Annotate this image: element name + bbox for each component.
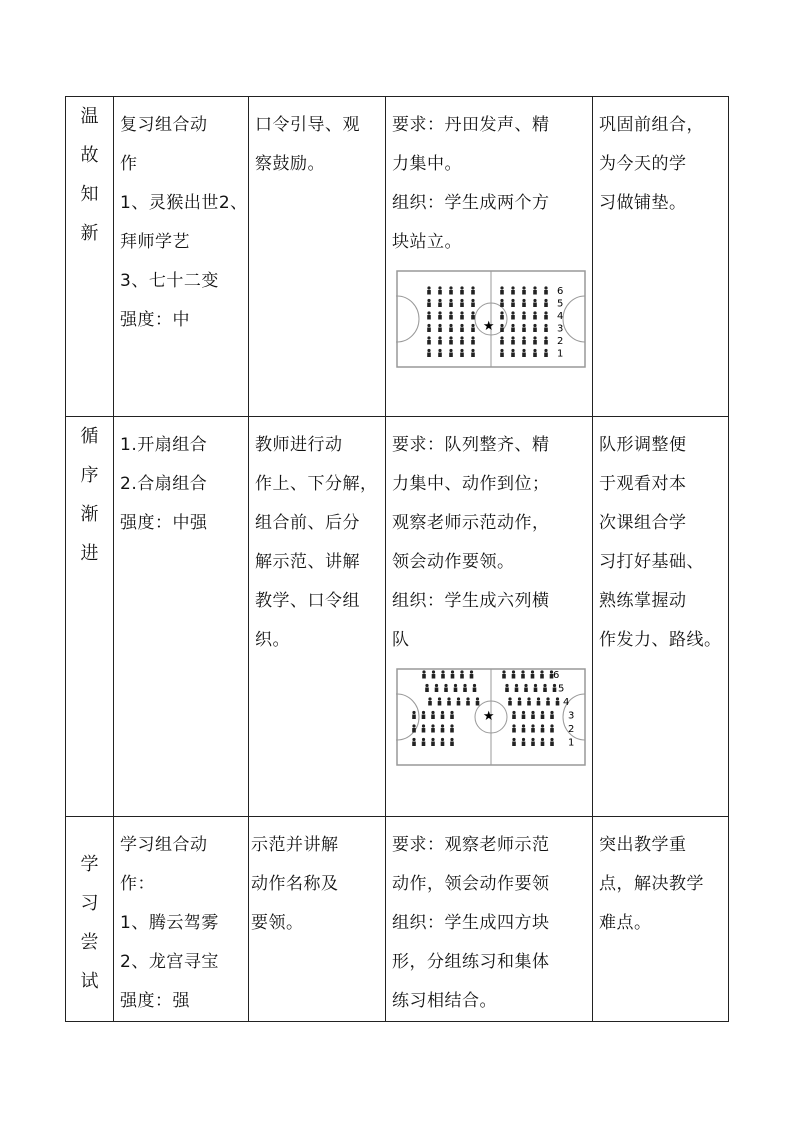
student-figure (522, 349, 525, 352)
row-number-label: 1 (568, 737, 575, 749)
teacher-line: 察鼓励。 (255, 154, 325, 174)
student-figure (533, 299, 536, 302)
content-line: 作 (120, 154, 138, 174)
student-figure (522, 738, 525, 741)
student-figure (431, 724, 434, 727)
purpose-line: 于观看对本 (599, 474, 687, 494)
student-figure (543, 684, 546, 687)
student-figure (556, 697, 559, 700)
student-figure (460, 299, 463, 302)
student-figure (518, 697, 521, 700)
student-figure (534, 684, 537, 687)
student-figure (511, 324, 514, 327)
teacher-line: 教师进行动 (255, 435, 343, 455)
student-figure (531, 711, 534, 714)
lesson-plan-table (65, 96, 729, 1022)
teacher-line: 解示范、讲解 (255, 552, 360, 572)
student-figure (476, 697, 479, 700)
student-figure (450, 711, 453, 714)
student-figure (541, 724, 544, 727)
student-figure (449, 286, 452, 289)
student-figure (435, 684, 438, 687)
row-number-label: 5 (558, 683, 565, 695)
row-number-label: 6 (557, 286, 564, 297)
row-number-label: 5 (557, 298, 564, 310)
student-figure (511, 349, 514, 352)
student-figure (422, 670, 425, 673)
student-figure (438, 311, 441, 314)
student-line: 要求：队列整齐、精 (392, 435, 550, 455)
student-figure (500, 286, 503, 289)
row-number-label: 3 (568, 710, 575, 722)
student-figure (460, 336, 463, 339)
row-number-label: 2 (568, 724, 575, 735)
student-figure (522, 711, 525, 714)
student-figure (531, 670, 534, 673)
teacher-line: 组合前、后分 (255, 513, 360, 533)
student-figure (500, 324, 503, 327)
stage-cell (66, 817, 114, 1022)
student-figure (533, 324, 536, 327)
student-figure (522, 324, 525, 327)
student-line: 动作，领会动作要领 (392, 874, 550, 894)
teacher-line: 动作名称及 (251, 874, 339, 894)
student-figure (500, 349, 503, 352)
student-figure (447, 697, 450, 700)
content-cell (114, 97, 249, 417)
student-figure (412, 724, 415, 727)
student-figure (431, 711, 434, 714)
student-figure (512, 670, 515, 673)
teacher-star: ★ (482, 709, 496, 724)
row-number-label: 2 (557, 336, 564, 347)
student-figure (449, 324, 452, 327)
student-figure (422, 724, 425, 727)
teacher-line: 作上、下分解， (255, 474, 378, 494)
student-figure (541, 711, 544, 714)
student-figure (425, 684, 428, 687)
student-figure (533, 349, 536, 352)
student-figure (422, 711, 425, 714)
student-line: 力集中。 (392, 154, 462, 174)
teacher-cell (249, 417, 386, 817)
student-figure (428, 697, 431, 700)
student-figure (460, 349, 463, 352)
student-line: 力集中、动作到位； (392, 474, 550, 494)
student-figure (450, 738, 453, 741)
student-figure (522, 299, 525, 302)
row-number-label: 3 (557, 323, 564, 335)
student-figure (449, 311, 452, 314)
content-line: 作： (120, 874, 155, 894)
student-figure (427, 299, 430, 302)
student-figure (431, 738, 434, 741)
student-figure (471, 299, 474, 302)
student-figure (449, 299, 452, 302)
student-figure (512, 724, 515, 727)
student-figure (500, 336, 503, 339)
student-figure (546, 697, 549, 700)
content-cell (114, 417, 249, 817)
student-line: 领会动作要领。 (392, 552, 515, 572)
student-figure (531, 724, 534, 727)
student-figure (449, 349, 452, 352)
student-figure (412, 738, 415, 741)
student-figure (512, 711, 515, 714)
student-figure (511, 299, 514, 302)
student-figure (470, 670, 473, 673)
student-figure (553, 684, 556, 687)
student-figure (544, 349, 547, 352)
student-figure (427, 311, 430, 314)
student-figure (522, 336, 525, 339)
student-cell (386, 817, 593, 1022)
student-line: 块站立。 (392, 232, 462, 252)
teacher-line: 口令引导、观 (255, 115, 360, 135)
student-line: 组织：学生成两个方 (392, 193, 550, 213)
student-figure (449, 336, 452, 339)
student-figure (505, 684, 508, 687)
student-figure (544, 336, 547, 339)
purpose-line: 巩固前组合， (599, 115, 704, 135)
teacher-line: 教学、口令组 (255, 591, 360, 611)
student-figure (444, 684, 447, 687)
purpose-line: 作发力、路线。 (599, 630, 722, 650)
content-line: 1、灵猴出世2、 (120, 193, 248, 213)
student-figure (427, 349, 430, 352)
student-figure (550, 711, 553, 714)
student-figure (438, 299, 441, 302)
student-figure (441, 738, 444, 741)
content-line: 强度：中 (120, 310, 190, 330)
student-figure (502, 670, 505, 673)
purpose-line: 点，解决教学 (599, 874, 704, 894)
student-figure (521, 670, 524, 673)
student-figure (471, 324, 474, 327)
stage-label: 学习尝试 (80, 854, 99, 992)
student-line: 队 (392, 630, 410, 650)
student-figure (522, 311, 525, 314)
student-figure (500, 311, 503, 314)
student-figure (500, 299, 503, 302)
student-figure (511, 311, 514, 314)
purpose-cell (593, 417, 729, 817)
row-number-label: 6 (553, 670, 560, 681)
student-figure (427, 324, 430, 327)
student-figure (454, 684, 457, 687)
student-line: 要求：丹田发声、精 (392, 115, 550, 135)
student-figure (427, 286, 430, 289)
content-line: 拜师学艺 (120, 232, 190, 252)
content-line: 3、七十二变 (120, 271, 219, 291)
student-figure (471, 286, 474, 289)
content-line: 强度：中强 (120, 513, 208, 533)
student-figure (508, 697, 511, 700)
student-figure (471, 336, 474, 339)
teacher-line: 示范并讲解 (251, 835, 339, 855)
student-figure (544, 324, 547, 327)
student-figure (511, 286, 514, 289)
content-line: 1.开扇组合 (120, 435, 208, 455)
stage-label: 温故知新 (80, 106, 99, 244)
student-figure (473, 684, 476, 687)
purpose-line: 习打好基础、 (599, 552, 704, 572)
student-figure (512, 738, 515, 741)
student-figure (451, 670, 454, 673)
student-figure (550, 738, 553, 741)
purpose-line: 为今天的学 (599, 154, 687, 174)
student-figure (522, 724, 525, 727)
student-figure (550, 724, 553, 727)
content-cell (114, 817, 249, 1022)
student-figure (457, 697, 460, 700)
student-figure (540, 670, 543, 673)
student-figure (533, 286, 536, 289)
purpose-line: 熟练掌握动 (599, 591, 687, 611)
student-figure (466, 697, 469, 700)
student-figure (438, 336, 441, 339)
purpose-line: 习做铺垫。 (599, 193, 687, 213)
student-figure (438, 349, 441, 352)
student-figure (422, 738, 425, 741)
student-figure (427, 336, 430, 339)
stage-cell (66, 417, 114, 817)
table-row (66, 417, 729, 817)
student-figure (441, 724, 444, 727)
student-figure (511, 336, 514, 339)
student-figure (544, 311, 547, 314)
stage-label: 循序渐进 (80, 426, 99, 564)
teacher-cell (249, 97, 386, 417)
student-figure (533, 336, 536, 339)
student-line: 组织：学生成四方块 (392, 913, 550, 933)
student-figure (460, 311, 463, 314)
purpose-cell (593, 817, 729, 1022)
student-figure (522, 286, 525, 289)
purpose-line: 难点。 (599, 913, 652, 933)
student-figure (441, 670, 444, 673)
student-figure (515, 684, 518, 687)
student-cell (386, 97, 593, 417)
student-figure (438, 324, 441, 327)
student-figure (450, 724, 453, 727)
student-figure (438, 697, 441, 700)
student-line: 练习相结合。 (392, 991, 497, 1011)
student-line: 观察老师示范动作， (392, 513, 550, 533)
student-figure (412, 711, 415, 714)
student-figure (544, 299, 547, 302)
student-figure (432, 670, 435, 673)
student-figure (524, 684, 527, 687)
content-line: 复习组合动 (120, 115, 208, 135)
table-row (66, 97, 729, 417)
row-number-label: 4 (557, 311, 564, 322)
content-line: 强度：强 (120, 991, 190, 1011)
content-line: 1、腾云驾雾 (120, 913, 219, 933)
formation-diagram-two-blocks (396, 270, 586, 368)
teacher-star: ★ (482, 319, 496, 334)
purpose-line: 突出教学重 (599, 835, 687, 855)
content-line: 学习组合动 (120, 835, 208, 855)
student-figure (537, 697, 540, 700)
content-line: 2、龙宫寻宝 (120, 952, 219, 972)
teacher-line: 要领。 (251, 913, 304, 933)
student-figure (471, 349, 474, 352)
student-figure (541, 738, 544, 741)
purpose-cell (593, 97, 729, 417)
content-line: 2.合扇组合 (120, 474, 208, 494)
purpose-line: 次课组合学 (599, 513, 687, 533)
student-figure (460, 286, 463, 289)
student-figure (533, 311, 536, 314)
student-figure (471, 311, 474, 314)
table-row (66, 817, 729, 1022)
student-figure (463, 684, 466, 687)
formation-diagram-six-rows (396, 668, 586, 766)
stage-cell (66, 97, 114, 417)
student-cell (386, 417, 593, 817)
teacher-cell (249, 817, 386, 1022)
row-number-label: 1 (557, 348, 564, 360)
teacher-line: 织。 (255, 630, 290, 650)
student-figure (438, 286, 441, 289)
student-line: 要求：观察老师示范 (392, 835, 550, 855)
student-figure (460, 324, 463, 327)
purpose-line: 队形调整便 (599, 435, 687, 455)
student-line: 组织：学生成六列横 (392, 591, 550, 611)
student-figure (527, 697, 530, 700)
student-figure (460, 670, 463, 673)
row-number-label: 4 (563, 697, 570, 708)
student-figure (544, 286, 547, 289)
student-line: 形，分组练习和集体 (392, 952, 550, 972)
student-figure (441, 711, 444, 714)
student-figure (531, 738, 534, 741)
